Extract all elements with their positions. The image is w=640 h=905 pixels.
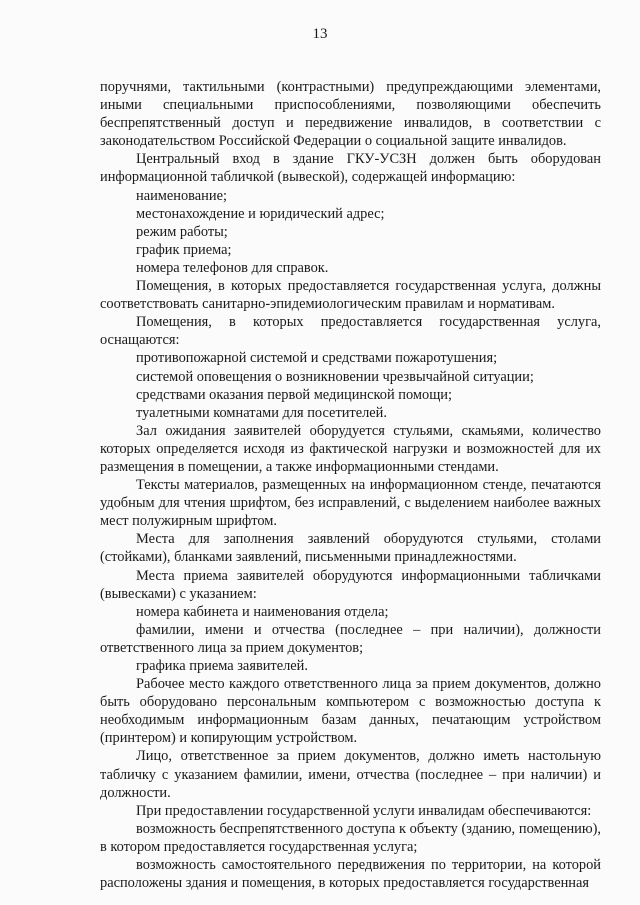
list-item: наименование; (136, 187, 227, 204)
paragraph: При предоставлении государственной услуги инвалидам обеспечиваются: (136, 802, 592, 819)
paragraph: Помещения, в которых предоставляется государственная услуга, должны соответствовать санитарно-эпидемиологическим правилам и нормативам. (100, 278, 601, 313)
paragraph: Рабочее место каждого ответственного лица за прием документов, должно быть оборудовано персональным компьютером с возможностью доступа к необходимым информационным базам данных, печатающим устройством (принтером) и копирующим устройством. (100, 676, 601, 747)
paragraph: Центральный вход в здание ГКУ-УСЗН должен быть оборудован информационной табличкой (вывеской), содержащей информацию: (100, 151, 601, 186)
list-item: средствами оказания первой медицинской помощи; (136, 386, 452, 403)
list-item: местонахождение и юридический адрес; (136, 205, 385, 222)
list-item: номера телефонов для справок. (136, 259, 329, 276)
list-item: номера кабинета и наименования отдела; (136, 603, 389, 620)
paragraph: фамилии, имени и отчества (последнее – при наличии), должности ответственного лица за прием документов; (100, 621, 601, 656)
list-item: противопожарной системой и средствами пожаротушения; (136, 350, 498, 367)
list-item: графика приема заявителей. (136, 658, 308, 674)
document-body (100, 78, 601, 892)
paragraph: Тексты материалов, размещенных на информационном стенде, печатаются удобным для чтения шрифтом, без исправлений, с выделением наиболее важных мест полужирным шрифтом. (100, 477, 601, 530)
paragraph: Лицо, ответственное за прием документов, должно иметь настольную табличку с указанием фамилии, имени, отчества (последнее – при наличии) и должности. (100, 748, 601, 801)
paragraph: возможность самостоятельного передвижения по территории, на которой расположены здания и помещения, в которых предоставляется государственная (100, 857, 601, 892)
page-number: 13 (312, 26, 328, 42)
paragraph: Зал ожидания заявителей оборудуется стульями, скамьями, количество которых определяется исходя из фактической нагрузки и возможностей для их размещения в помещении, а также информационными стендами. (100, 422, 601, 475)
paragraph: Места приема заявителей оборудуются информационными табличками (вывесками) с указанием: (100, 567, 601, 602)
list-item: режим работы; (136, 223, 228, 240)
list-item: туалетными комнатами для посетителей. (136, 404, 387, 421)
paragraph: возможность беспрепятственного доступа к объекту (зданию, помещению), в котором предоставляется государственная услуга; (100, 820, 601, 855)
paragraph: поручнями, тактильными (контрастными) предупреждающими элементами, иными специальными приспособлениями, позволяющими обеспечить беспрепятственный доступ и передвижение инвалидов, в соответствии с законодательством Российской Федерации о социальной защите инвалидов. (100, 79, 601, 150)
list-item: график приема; (136, 241, 232, 258)
list-item: системой оповещения о возникновении чрезвычайной ситуации; (136, 368, 534, 385)
paragraph: Помещения, в которых предоставляется государственная услуга, оснащаются: (100, 314, 601, 349)
paragraph: Места для заполнения заявлений оборудуются стульями, столами (стойками), бланками заявлений, письменными принадлежностями. (100, 531, 601, 566)
